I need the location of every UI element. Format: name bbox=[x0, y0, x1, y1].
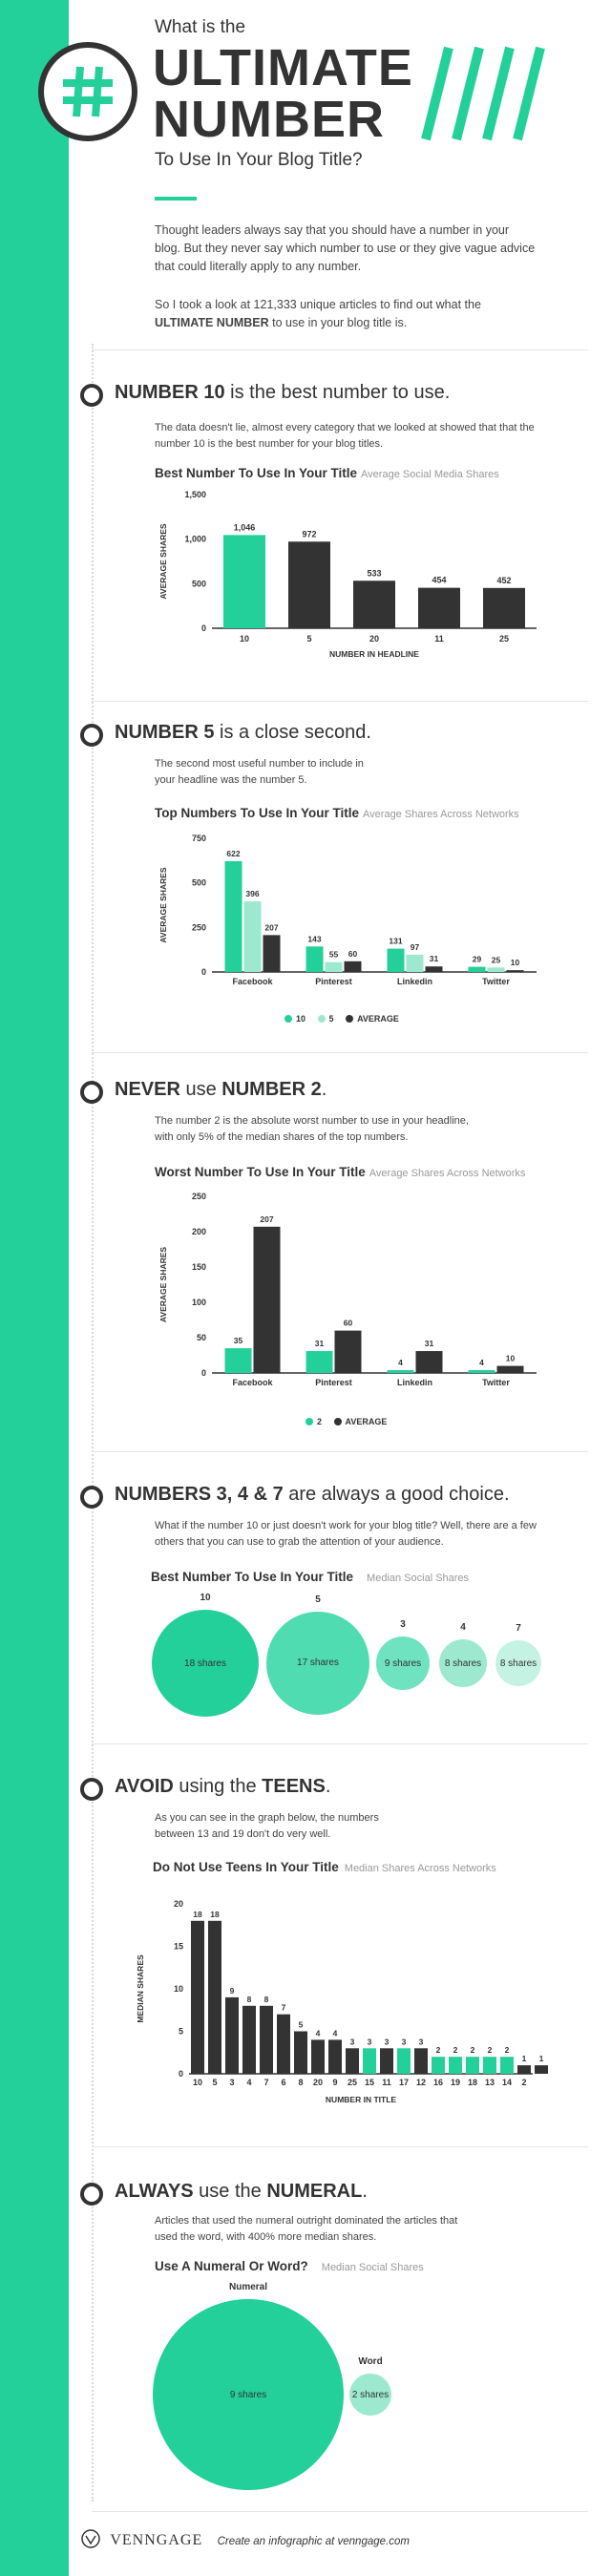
brand-name: VENNGAGE bbox=[110, 2532, 203, 2548]
bar-value-label: 1 bbox=[538, 2054, 544, 2064]
bar-value-label: 10 bbox=[510, 958, 520, 968]
divider bbox=[92, 701, 588, 702]
bar bbox=[225, 861, 242, 972]
bar bbox=[288, 541, 330, 628]
section-description: What if the number 10 or just doesn't work for your blog title? Well, there are a few others that you can use to grab the attention of your audience. bbox=[155, 1520, 537, 1548]
venngage-logo-icon bbox=[80, 2528, 101, 2549]
bar-value-label: 131 bbox=[389, 936, 403, 946]
x-tick-label: 25 bbox=[498, 634, 510, 644]
bar-value-label: 8 bbox=[263, 1994, 269, 2004]
legend-label: 10 bbox=[296, 1014, 306, 1024]
x-tick-label: 17 bbox=[398, 2078, 410, 2087]
bar-value-label: 10 bbox=[505, 1353, 516, 1363]
bar bbox=[225, 1348, 252, 1373]
y-axis-label: AVERAGE SHARES bbox=[158, 867, 168, 943]
chart-teens bbox=[136, 1879, 554, 2104]
bar-value-label: 622 bbox=[226, 848, 241, 858]
x-axis-label: NUMBER IN HEADLINE bbox=[329, 649, 419, 659]
bar bbox=[328, 2039, 342, 2074]
bar bbox=[244, 901, 262, 972]
section-title: ALWAYS use the NUMERAL. bbox=[115, 2181, 368, 2202]
bar bbox=[469, 1370, 495, 1373]
bar bbox=[388, 1370, 414, 1373]
bar-value-label: 31 bbox=[429, 954, 439, 964]
chart-top-numbers bbox=[153, 825, 554, 997]
chart-title: Top Numbers To Use In Your Title Average Shares Across Networks bbox=[155, 806, 519, 820]
y-tick-label: 1,000 bbox=[184, 534, 206, 544]
bar bbox=[380, 2048, 393, 2074]
left-accent-bar bbox=[0, 0, 69, 2576]
bubble: 8 shares bbox=[495, 1640, 541, 1686]
x-tick-label: 10 bbox=[239, 634, 250, 644]
bubble-label: 3 bbox=[400, 1619, 406, 1630]
x-tick-label: 2 bbox=[521, 2078, 527, 2087]
y-tick-label: 250 bbox=[191, 922, 206, 933]
bar bbox=[416, 1351, 443, 1373]
header-pretitle: What is the bbox=[155, 17, 246, 37]
bar bbox=[294, 2032, 307, 2075]
bar bbox=[208, 1921, 221, 2074]
bar bbox=[277, 2015, 290, 2074]
y-tick-label: 15 bbox=[173, 1941, 183, 1952]
x-tick-label: 6 bbox=[281, 2078, 286, 2087]
bar-value-label: 4 bbox=[332, 2028, 338, 2038]
x-tick-label: 14 bbox=[501, 2078, 513, 2087]
slashes-decoration bbox=[420, 46, 563, 146]
section-description: The data doesn't lie, almost every category that we looked at showed that that the number 10 is the best number for your blog titles. bbox=[155, 422, 535, 450]
bar bbox=[346, 2048, 359, 2074]
y-axis-label: AVERAGE SHARES bbox=[158, 1246, 168, 1323]
bar-value-label: 25 bbox=[491, 955, 501, 965]
bar-value-label: 452 bbox=[496, 575, 512, 585]
bar bbox=[466, 2057, 479, 2074]
bar bbox=[397, 2048, 411, 2074]
y-tick-label: 0 bbox=[178, 2069, 183, 2079]
bar-value-label: 4 bbox=[479, 1358, 484, 1368]
bar bbox=[418, 588, 460, 628]
bar bbox=[326, 962, 343, 972]
header-divider bbox=[155, 197, 197, 201]
divider bbox=[92, 1052, 588, 1053]
bar bbox=[507, 970, 524, 972]
bar bbox=[242, 2006, 256, 2074]
bar-value-label: 18 bbox=[193, 1909, 202, 1919]
divider bbox=[92, 1743, 588, 1744]
bar bbox=[353, 581, 395, 628]
bar-value-label: 60 bbox=[343, 1318, 353, 1328]
bar-value-label: 60 bbox=[348, 948, 358, 959]
x-tick-label: 11 bbox=[382, 2078, 391, 2087]
bar bbox=[500, 2057, 514, 2074]
x-tick-label: 16 bbox=[432, 2078, 444, 2087]
bar bbox=[363, 2048, 376, 2074]
bar bbox=[426, 966, 443, 972]
x-tick-label: Pinterest bbox=[315, 1378, 352, 1387]
bar bbox=[191, 1921, 204, 2074]
bar bbox=[535, 2065, 548, 2074]
bar bbox=[335, 1331, 362, 1373]
bar bbox=[432, 2057, 445, 2074]
bar-value-label: 533 bbox=[367, 568, 382, 579]
bar-value-label: 31 bbox=[314, 1339, 325, 1349]
intro-paragraph-1: Thought leaders always say that you should have a number in your blog. But they never say which number to use or they give vague advice that could literally apply to any number. bbox=[155, 223, 536, 273]
bar bbox=[260, 2006, 273, 2074]
x-tick-label: 9 bbox=[332, 2078, 338, 2087]
x-tick-label: 11 bbox=[434, 634, 444, 644]
section-marker bbox=[80, 384, 103, 407]
x-tick-label: 20 bbox=[312, 2078, 324, 2087]
chart-title: Best Number To Use In Your Title Average Social Media Shares bbox=[155, 466, 499, 480]
y-tick-label: 10 bbox=[173, 1984, 183, 1994]
bubble: 9 shares bbox=[376, 1636, 430, 1690]
bar bbox=[483, 588, 525, 628]
bar-value-label: 2 bbox=[487, 2045, 493, 2056]
section-title: NUMBER 10 is the best number to use. bbox=[115, 382, 451, 403]
y-axis-label: MEDIAN SHARES bbox=[136, 1954, 145, 2023]
bar bbox=[263, 935, 281, 972]
bar-value-label: 1,046 bbox=[233, 522, 256, 533]
bar bbox=[223, 535, 265, 628]
x-tick-label: 19 bbox=[450, 2078, 461, 2087]
timeline-dotted-line bbox=[92, 344, 94, 2502]
header-title-line1: ULTIMATE bbox=[153, 39, 413, 96]
section-description: The second most useful number to include in your headline was the number 5. bbox=[155, 758, 364, 786]
x-tick-label: 12 bbox=[415, 2078, 427, 2087]
bar-value-label: 55 bbox=[328, 949, 339, 960]
x-tick-label: 25 bbox=[347, 2078, 358, 2087]
bubble: 9 shares bbox=[153, 2299, 344, 2490]
bar-value-label: 972 bbox=[302, 529, 317, 539]
chart-worst-number bbox=[153, 1184, 554, 1404]
section-marker bbox=[80, 1081, 103, 1104]
bar-value-label: 5 bbox=[298, 2019, 304, 2030]
intro-paragraph-2: So I took a look at 121,333 unique articles to find out what the ULTIMATE NUMBER to use in your blog title is. bbox=[155, 298, 481, 329]
y-tick-label: 500 bbox=[191, 579, 206, 589]
bar bbox=[225, 1997, 239, 2074]
section-description: The number 2 is the absolute worst number to use in your headline, with only 5% of the median shares of the top numbers. bbox=[155, 1115, 469, 1143]
bar-value-label: 3 bbox=[384, 2037, 390, 2047]
x-tick-label: 5 bbox=[306, 634, 312, 644]
legend-label: 2 bbox=[317, 1417, 323, 1426]
section-marker bbox=[80, 1778, 103, 1801]
bar-value-label: 35 bbox=[233, 1336, 243, 1346]
y-tick-label: 1,500 bbox=[184, 490, 206, 499]
bar-value-label: 18 bbox=[210, 1909, 220, 1919]
bar bbox=[483, 2057, 496, 2074]
chart-title: Do Not Use Teens In Your Title Median Shares Across Networks bbox=[153, 1860, 496, 1874]
x-tick-label: 18 bbox=[467, 2078, 478, 2087]
x-axis-label: NUMBER IN TITLE bbox=[325, 2095, 397, 2104]
x-tick-label: Twitter bbox=[482, 1378, 510, 1387]
bar-value-label: 7 bbox=[281, 2002, 286, 2013]
bar bbox=[517, 2065, 531, 2074]
x-tick-label: Linkedin bbox=[396, 1378, 433, 1387]
bubble-label: 10 bbox=[200, 1593, 211, 1603]
chart-title: Worst Number To Use In Your Title Average Shares Across Networks bbox=[155, 1165, 526, 1179]
bar-value-label: 29 bbox=[472, 954, 482, 964]
bar bbox=[254, 1227, 281, 1373]
bar bbox=[469, 967, 486, 972]
chart-title: Best Number To Use In Your Title Median Social Shares bbox=[151, 1570, 470, 1584]
bubble-label: 7 bbox=[516, 1623, 521, 1634]
bar-value-label: 3 bbox=[401, 2037, 407, 2047]
bubble-label: 4 bbox=[460, 1622, 466, 1633]
bar bbox=[449, 2057, 462, 2074]
x-tick-label: Facebook bbox=[232, 977, 273, 986]
y-tick-label: 250 bbox=[191, 1192, 206, 1201]
bar-value-label: 31 bbox=[424, 1339, 434, 1349]
hashtag-icon bbox=[38, 42, 137, 141]
bar-value-label: 8 bbox=[246, 1994, 252, 2004]
divider bbox=[92, 2146, 588, 2147]
bar-value-label: 4 bbox=[398, 1358, 403, 1368]
bubble: 18 shares bbox=[152, 1610, 259, 1717]
section-description: As you can see in the graph below, the numbers between 13 and 19 don't do very well. bbox=[155, 1812, 379, 1840]
x-tick-label: 10 bbox=[192, 2078, 203, 2087]
footer-cta[interactable]: Create an infographic at venngage.com bbox=[217, 2536, 410, 2547]
bar-value-label: 207 bbox=[264, 922, 279, 933]
bar bbox=[306, 946, 324, 972]
section-title: NUMBERS 3, 4 & 7 are always a good choice. bbox=[115, 1484, 510, 1505]
bar-value-label: 2 bbox=[435, 2045, 441, 2056]
y-tick-label: 100 bbox=[191, 1298, 206, 1307]
x-tick-label: 15 bbox=[364, 2078, 375, 2087]
section-marker bbox=[80, 724, 103, 747]
divider bbox=[92, 1451, 588, 1452]
x-tick-label: 20 bbox=[369, 634, 380, 644]
x-tick-label: 13 bbox=[484, 2078, 495, 2087]
x-tick-label: 8 bbox=[298, 2078, 304, 2087]
section-marker bbox=[80, 2183, 103, 2206]
bubble-label: Numeral bbox=[228, 2282, 267, 2292]
bar-value-label: 2 bbox=[453, 2045, 458, 2056]
divider bbox=[92, 2511, 588, 2512]
bar-value-label: 97 bbox=[410, 941, 420, 952]
section-title: AVOID using the TEENS. bbox=[115, 1776, 331, 1797]
y-tick-label: 200 bbox=[191, 1227, 206, 1236]
bar bbox=[488, 967, 505, 972]
bar-value-label: 2 bbox=[470, 2045, 475, 2056]
bubble-label: 5 bbox=[315, 1594, 321, 1605]
chart-best-number bbox=[153, 485, 554, 676]
bar-value-label: 9 bbox=[229, 1985, 235, 1995]
chart-legend bbox=[275, 1014, 399, 1024]
footer bbox=[80, 2528, 410, 2549]
y-tick-label: 150 bbox=[191, 1262, 206, 1272]
y-tick-label: 50 bbox=[196, 1333, 206, 1342]
bar bbox=[497, 1366, 524, 1373]
bar-value-label: 1 bbox=[521, 2054, 527, 2064]
y-tick-label: 5 bbox=[178, 2026, 183, 2037]
bar-value-label: 3 bbox=[349, 2037, 355, 2047]
y-tick-label: 0 bbox=[200, 623, 206, 633]
bubble: 2 shares bbox=[349, 2374, 391, 2416]
x-tick-label: 7 bbox=[263, 2078, 269, 2087]
bubble-label: Word bbox=[358, 2356, 383, 2367]
x-tick-label: Linkedin bbox=[396, 977, 433, 986]
section-marker bbox=[80, 1486, 103, 1509]
x-tick-label: 4 bbox=[246, 2078, 252, 2087]
legend-label: 5 bbox=[328, 1014, 334, 1024]
bar-value-label: 4 bbox=[315, 2028, 321, 2038]
x-tick-label: Twitter bbox=[482, 977, 510, 986]
bar bbox=[345, 961, 362, 972]
section-title: NUMBER 5 is a close second. bbox=[115, 722, 371, 743]
y-axis-label: AVERAGE SHARES bbox=[158, 523, 168, 600]
chart-legend bbox=[296, 1417, 387, 1426]
chart-title: Use A Numeral Or Word? Median Social Shares bbox=[155, 2259, 424, 2273]
header-subtitle: To Use In Your Blog Title? bbox=[155, 150, 363, 170]
y-tick-label: 0 bbox=[200, 1368, 206, 1378]
bar bbox=[407, 955, 424, 972]
header-title-line2: NUMBER bbox=[153, 91, 385, 148]
bar bbox=[388, 949, 405, 972]
bar-value-label: 396 bbox=[245, 889, 260, 899]
divider bbox=[92, 349, 588, 350]
section-title: NEVER use NUMBER 2. bbox=[115, 1079, 327, 1100]
bar bbox=[306, 1351, 333, 1373]
x-tick-label: Facebook bbox=[232, 1378, 273, 1387]
bar bbox=[414, 2048, 428, 2074]
x-tick-label: Pinterest bbox=[315, 977, 352, 986]
section-description: Articles that used the numeral outright dominated the articles that used the word, with 400% more median shares. bbox=[155, 2215, 458, 2243]
bar-value-label: 454 bbox=[432, 575, 447, 585]
y-tick-label: 750 bbox=[191, 834, 206, 843]
bubble: 8 shares bbox=[439, 1639, 487, 1687]
bubble: 17 shares bbox=[266, 1612, 370, 1716]
y-tick-label: 20 bbox=[173, 1899, 183, 1909]
y-tick-label: 0 bbox=[200, 967, 206, 977]
bar-value-label: 207 bbox=[260, 1214, 274, 1224]
bar-value-label: 3 bbox=[418, 2037, 424, 2047]
x-tick-label: 3 bbox=[229, 2078, 235, 2087]
bar-value-label: 3 bbox=[367, 2037, 372, 2047]
y-tick-label: 500 bbox=[191, 877, 206, 888]
legend-label: AVERAGE bbox=[345, 1417, 388, 1426]
x-tick-label: 5 bbox=[212, 2078, 218, 2087]
bar-value-label: 143 bbox=[307, 934, 322, 944]
bar bbox=[311, 2039, 325, 2074]
legend-label: AVERAGE bbox=[357, 1014, 399, 1024]
bar-value-label: 2 bbox=[504, 2045, 510, 2056]
